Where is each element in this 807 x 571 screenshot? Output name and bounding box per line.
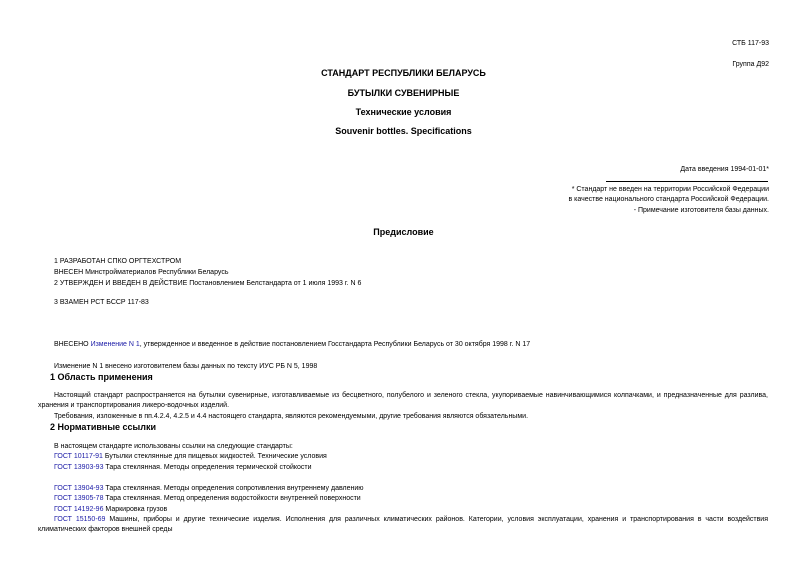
doc-title-english: Souvenir bottles. Specifications [335, 126, 472, 136]
amendment-suffix: , утвержденное и введенное в действие постановлением Госстандарта Республики Беларусь от 30 октября 1998 г. N 17 [139, 341, 531, 348]
reference-text: Маркировка грузов [103, 506, 168, 513]
reference-item [54, 506, 167, 513]
reference-item [54, 485, 364, 492]
section-2-intro: В настоящем стандарте использованы ссылки на следующие стандарты: [54, 443, 293, 450]
group-code: Группа Д92 [732, 61, 769, 68]
amendment-link[interactable]: Изменение N 1 [90, 341, 140, 348]
reference-text: Тара стеклянная. Методы определения сопротивления внутреннему давлению [103, 485, 364, 492]
amendment-line [54, 341, 530, 348]
footnote-divider [606, 181, 768, 182]
doc-title-main: СТАНДАРТ РЕСПУБЛИКИ БЕЛАРУСЬ [321, 68, 486, 78]
footnote-line-2: в качестве национального стандарта Российской Федерации. [568, 196, 769, 203]
amendment-note: Изменение N 1 внесено изготовителем базы данных по тексту ИУС РБ N 5, 1998 [54, 363, 318, 370]
section-1-para-1: Настоящий стандарт распространяется на бутылки сувенирные, изготавливаемые из бесцветного, полубелого и зеленого стекла, укупориваемые навинчивающимися колпачками, и предназначенные для разлива, хранения и транспортирования ликеро-водочных изделий. [38, 392, 768, 409]
section-1-para-2: Требования, изложенные в пп.4.2.4, 4.2.5 и 4.4 настоящего стандарта, являются рекомендуемыми, другие требования являются обязательными. [54, 413, 529, 420]
doc-subtitle: Технические условия [355, 107, 452, 117]
reference-link[interactable]: ГОСТ 14192-96 [54, 506, 104, 513]
reference-link[interactable]: ГОСТ 15150-69 [54, 516, 106, 523]
intro-date: Дата введения 1994-01-01* [680, 166, 769, 173]
section-2-title: 2 Нормативные ссылки [50, 422, 156, 432]
foreword-item-2: 2 УТВЕРЖДЕН И ВВЕДЕН В ДЕЙСТВИЕ Постановлением Белстандарта от 1 июля 1993 г. N 6 [54, 280, 362, 287]
reference-item [38, 515, 768, 535]
foreword-item-1b: ВНЕСЕН Минстройматериалов Республики Беларусь [54, 269, 229, 276]
foreword-title: Предисловие [373, 227, 434, 237]
standard-code: СТБ 117-93 [732, 40, 769, 47]
reference-link[interactable]: ГОСТ 13903-93 [54, 464, 104, 471]
reference-text: Тара стеклянная. Метод определения водостойкости внутренней поверхности [103, 495, 361, 502]
reference-item [54, 464, 312, 471]
reference-text: Машины, приборы и другие технические изделия. Исполнения для различных климатических районов. Категории, условия эксплуатации, хранения и транспортирования в части воздействия климатических факторов внешней среды [38, 516, 768, 533]
reference-text: Бутылки стеклянные для пищевых жидкостей. Технические условия [102, 453, 327, 460]
reference-item [54, 495, 361, 502]
foreword-item-3: 3 ВЗАМЕН РСТ БССР 117-83 [54, 299, 149, 306]
reference-link[interactable]: ГОСТ 13904-93 [54, 485, 104, 492]
reference-link[interactable]: ГОСТ 13905-78 [54, 495, 104, 502]
footnote-line-3: - Примечание изготовителя базы данных. [633, 207, 769, 214]
foreword-item-1: 1 РАЗРАБОТАН СПКО ОРГТЕХСТРОМ [54, 258, 182, 265]
section-1-title: 1 Область применения [50, 372, 153, 382]
reference-text: Тара стеклянная. Методы определения термической стойкости [103, 464, 312, 471]
footnote-line-1: * Стандарт не введен на территории Российской Федерации [571, 186, 769, 193]
reference-link[interactable]: ГОСТ 10117-91 [54, 453, 103, 460]
reference-item [54, 453, 327, 460]
amendment-prefix: ВНЕСЕНО [54, 341, 91, 348]
doc-title-product: БУТЫЛКИ СУВЕНИРНЫЕ [347, 88, 460, 98]
